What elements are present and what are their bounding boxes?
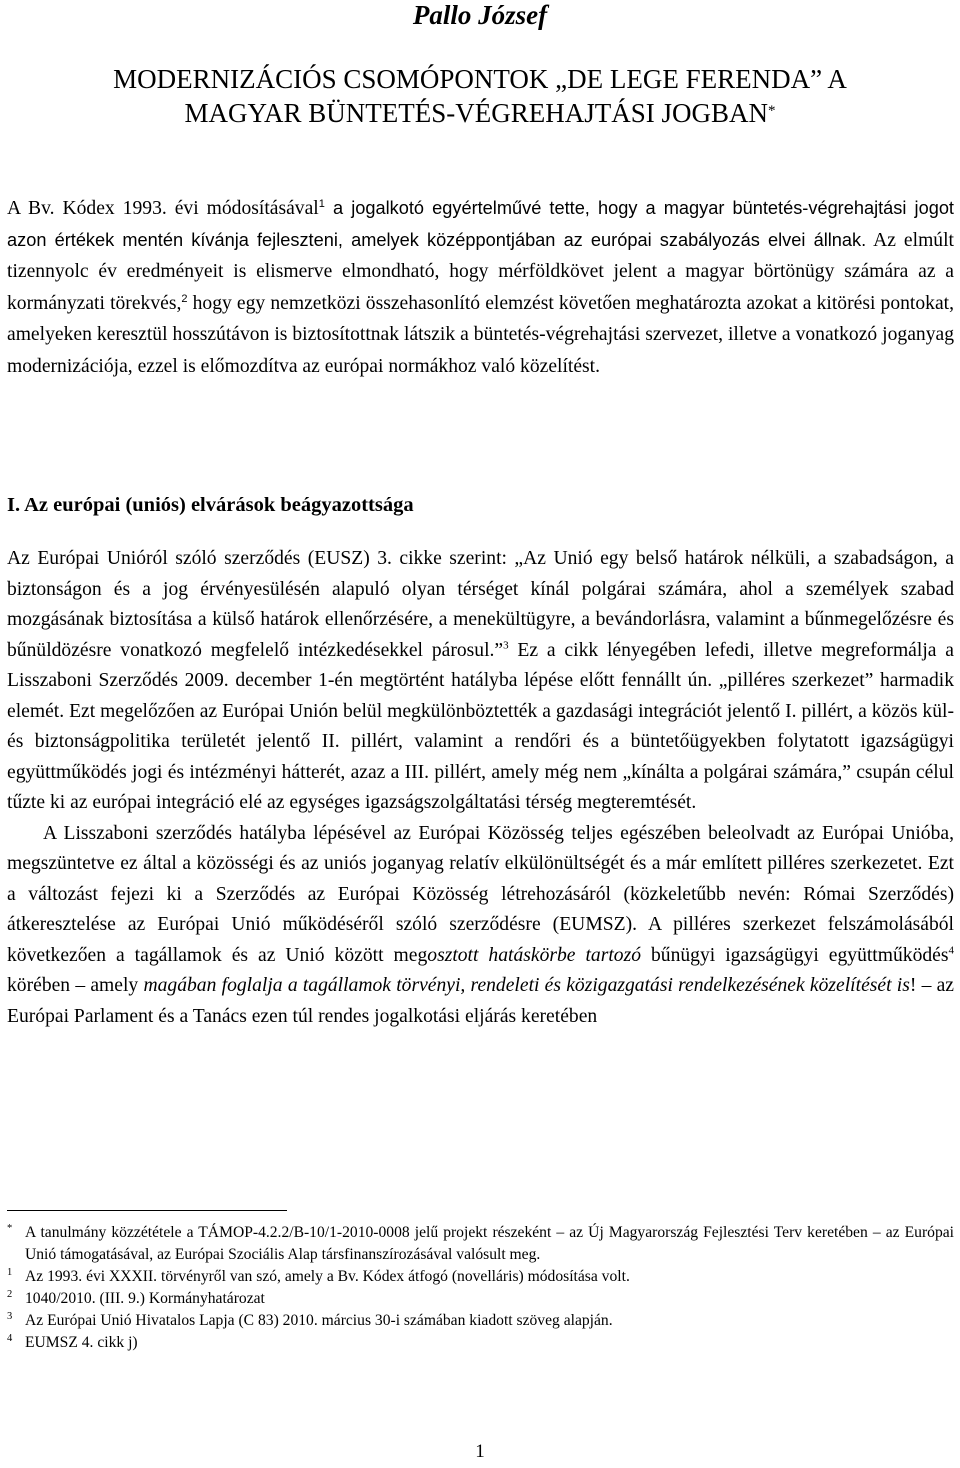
- section-text-1a: Az Európai Unióról szóló szerződés (EUSZ) 3. cikke szerint: „Az Unió egy belső határok nélküli, a szabadságon, a biztonságon és a jog érvényesülésén alapuló olyan térséget kínál polgárai számára, ahol a személyek szabad mozgásának biztosítása a külső határok ellenőrzésére, a menekültügyre, a bevándorlásra, valamint a bűnmegelőzésre és bűnüldözésre vonatkozó megfelelő intézkedésekkel párosul.”: [7, 548, 954, 661]
- footnote-text: A tanulmány közzététele a TÁMOP-4.2.2/B-10/1-2010-0008 jelű projekt részeként – az Új Magyarország Fejlesztési Terv keretében – az Európai Unió támogatásával, az Európai Szociális Alap társfinanszírozásával valósult meg.: [25, 1224, 954, 1263]
- title-footnote-marker: *: [768, 103, 776, 119]
- section-paragraph-2: [7, 819, 954, 1033]
- footnotes: [7, 1222, 954, 1354]
- title-line-1: MODERNIZÁCIÓS CSOMÓPONTOK „DE LEGE FERENDA” A: [113, 64, 847, 94]
- footnote-text: EUMSZ 4. cikk j): [25, 1334, 138, 1351]
- footnote-mark: 3: [7, 1311, 13, 1322]
- intro-paragraph: [7, 193, 954, 382]
- footnote-mark: 2: [7, 1289, 13, 1300]
- intro-text-2a: Az elmúlt tizennyolc év eredményeit is elismerve elmondható, hogy mérföldkövet jelent a magyar börtönügy számára az a kormányzati törekvés,: [7, 229, 954, 314]
- section-text-1b: Ez a cikk lényegében lefedi, illetve megreformálja a Lisszaboni Szerződés 2009. december 1-én megtörtént hatályba lépése előtt fennállt ún. „pilléres szerkezet” harmadik elemét. Ezt megelőzően az Európai Unión belül megkülönböztették a gazdasági integrációt jelentő I. pillért, a közös kül- és biztonságpolitika területét jelentő II. pillért, valamint a rendőri és a büntetőügyekben folytatott igazságügyi együttműködés jogi és intézményi hátterét, azaz a III. pillért, amely még nem „kínálta a polgárai számára,” csupán célul tűzte ki az európai integráció elé az egységes igazságszolgáltatási térség megteremtését.: [7, 639, 954, 813]
- section-text-2a: A Lisszaboni szerződés hatályba lépésével az Európai Közösség teljes egészében beleolvadt az Európai Unióba, megszüntetve ez által a közösségi és az uniós joganyag relatív elkülönültségét és a már említett pilléres szerkezetet. Ezt a változást fejezi ki a Szerződés az Európai Közösség létrehozásáról (közkeletűbb nevén: Római Szerződés) átkeresztelése az Európai Unió működéséről szóló szerződésre (EUMSZ). A pilléres szerkezet felszámolásából következően a tagállamok és az Unió között meg: [7, 822, 954, 966]
- section-body: [7, 544, 954, 1032]
- footnote-ref-4: 4: [948, 943, 955, 956]
- section-text-2b-italic: osztott hatáskörbe tartozó: [427, 944, 642, 966]
- footnote-3: [7, 1310, 954, 1332]
- title-line-2: [40, 96, 920, 130]
- author-name: Pallo József: [412, 0, 548, 30]
- footnote-mark: *: [7, 1223, 13, 1234]
- footnote-separator: [7, 1210, 287, 1211]
- footnote-mark: 1: [7, 1267, 13, 1278]
- section-text-2c: bűnügyi igazságügyi együttműködés: [641, 944, 949, 966]
- footnote-ref-2: 2: [181, 292, 188, 305]
- title-line-2-text: MAGYAR BÜNTETÉS-VÉGREHAJTÁSI JOGBAN: [184, 98, 768, 128]
- intro-text-1b: a jogalkotó egyértelművé tette, hogy a magyar büntetés-végrehajtási jogot azon értékek mentén kívánja fejleszteni, amelyek középpontjában az európai szabályozás elvei állnak.: [7, 198, 954, 250]
- section-text-2d: körében – amely: [7, 975, 144, 996]
- section-text-2f: ! – az Európai Parlament és a Tanács ezen túl rendes jogalkotási eljárás keretében: [7, 975, 954, 1027]
- document-title: [40, 62, 920, 130]
- page-number: 1: [475, 1441, 485, 1462]
- intro-text-2b: hogy egy nemzetközi összehasonlító elemzést követően meghatározta azokat a kitörési pontokat, amelyeken keresztül hosszútávon is biztosítottnak látszik a büntetés-végrehajtási szervezet, illetve a vonatkozó joganyag modernizációja, ezzel is előmozdítva az európai normákhoz való közelítést.: [7, 292, 954, 377]
- section-heading: I. Az európai (uniós) elvárások beágyazottsága: [7, 494, 414, 516]
- footnote-ref-3: 3: [503, 638, 509, 651]
- footnote-2: [7, 1288, 954, 1310]
- footnote-1: [7, 1266, 954, 1288]
- section-text-2e-italic: magában foglalja a tagállamok törvényi, rendeleti és közigazgatási rendelkezésének közelítését is: [143, 975, 910, 996]
- footnote-star: [7, 1222, 954, 1266]
- footnote-text: Az 1993. évi XXXII. törvényről van szó, amely a Bv. Kódex átfogó (novelláris) módosítása volt.: [25, 1268, 630, 1285]
- section-paragraph-1: [7, 544, 954, 819]
- footnote-4: [7, 1332, 954, 1354]
- footnote-text: Az Európai Unió Hivatalos Lapja (C 83) 2010. március 30-i számában kiadott szöveg alapján.: [25, 1312, 613, 1329]
- intro-text-1a: A Bv. Kódex 1993. évi módosításával: [7, 198, 319, 219]
- footnote-text: 1040/2010. (III. 9.) Kormányhatározat: [25, 1290, 265, 1307]
- footnote-ref-1: 1: [318, 197, 325, 210]
- footnote-mark: 4: [7, 1333, 13, 1344]
